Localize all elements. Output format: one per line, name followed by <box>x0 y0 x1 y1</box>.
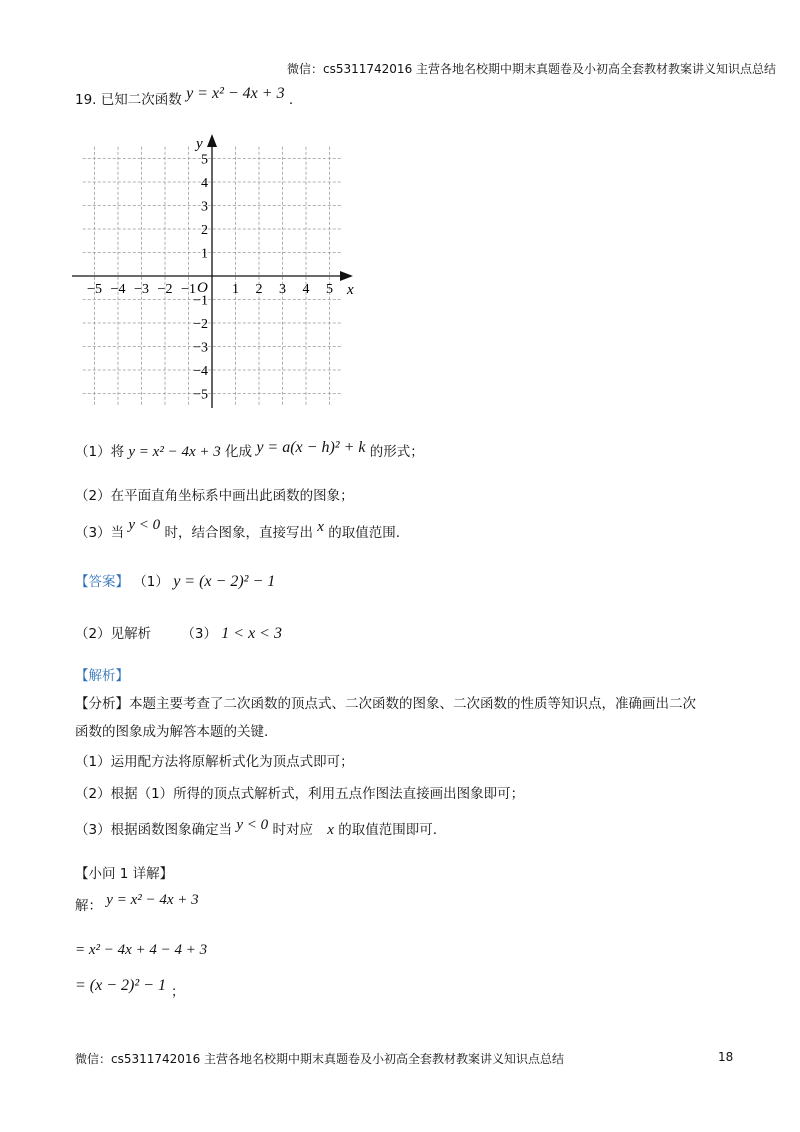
x-tick-label: 4 <box>302 282 310 297</box>
answer-1-number: （1） <box>133 574 169 590</box>
part-3 <box>75 517 401 542</box>
y-tick-label: −1 <box>193 293 208 309</box>
x-tick-label: −4 <box>110 282 126 297</box>
analysis-step-3-condition: y < 0 <box>236 817 269 833</box>
x-tick-label: 5 <box>326 282 333 297</box>
analysis-intro-1: 【分析】本题主要考查了二次函数的顶点式、二次函数的图象、二次函数的性质等知识点，准确画出二次 <box>75 696 696 712</box>
part-3-variable: x <box>317 519 324 535</box>
x-tick-label: 3 <box>279 282 286 297</box>
page-footer: 微信：cs5311742016 主营各地名校期中期末真题卷及小初高全套教材教案讲义知识点总结 <box>75 1052 565 1066</box>
y-tick-label: 5 <box>201 152 208 168</box>
part-1-prefix: （1）将 <box>75 444 125 460</box>
analysis-step-1: （1）运用配方法将原解析式化为顶点式即可； <box>75 754 354 770</box>
x-axis-label: x <box>347 282 354 298</box>
analysis-step-3-prefix: （3）根据函数图象确定当 <box>75 822 233 838</box>
y-tick-label: −3 <box>193 340 208 356</box>
analysis-step-3-suffix: 的取值范围即可. <box>338 822 438 838</box>
part-1-mid: 化成 <box>225 444 253 460</box>
analysis-step-3-variable: x <box>327 822 334 838</box>
part-3-prefix: （3）当 <box>75 525 125 541</box>
answer-line-2 <box>75 622 282 643</box>
answer-3-number: （3） <box>181 626 217 642</box>
detail-solve-line <box>75 894 199 915</box>
detail-solve-prefix: 解： <box>75 898 102 914</box>
analysis-step-3 <box>75 818 437 839</box>
answer-line-1 <box>75 570 275 591</box>
x-tick-label: −3 <box>134 282 149 297</box>
y-tick-label: −2 <box>193 317 208 332</box>
analysis-label: 【解析】 <box>75 668 129 684</box>
question-text: 已知二次函数 <box>100 92 182 108</box>
y-tick-label: −5 <box>193 387 208 403</box>
coordinate-grid <box>60 128 360 418</box>
y-tick-label: 2 <box>201 223 208 238</box>
analysis-intro-2: 函数的图象成为解答本题的关键. <box>75 724 269 740</box>
detail-line-3: = (x − 2)² − 1 <box>75 977 166 994</box>
part-3-condition: y < 0 <box>128 517 161 533</box>
x-tick-label: −5 <box>87 282 102 297</box>
x-tick-label: 2 <box>255 282 263 297</box>
y-tick-label: −4 <box>193 364 208 379</box>
detail-line-3-wrap <box>75 974 185 1000</box>
y-axis-arrow <box>207 134 217 147</box>
origin-label: O <box>197 280 208 296</box>
analysis-step-2: （2）根据（1）所得的顶点式解析式，利用五点作图法直接画出图象即可； <box>75 786 525 802</box>
answer-2: （2）见解析 <box>75 626 152 642</box>
answer-1: y = (x − 2)² − 1 <box>173 573 276 590</box>
y-tick-label: 4 <box>201 176 208 191</box>
part-3-mid: 时，结合图象，直接写出 <box>164 525 313 541</box>
detail-line-1: y = x² − 4x + 3 <box>106 892 199 908</box>
x-tick-label: −1 <box>181 282 196 297</box>
y-tick-label: 3 <box>201 199 208 215</box>
part-1 <box>75 440 424 461</box>
part-1-suffix: 的形式； <box>369 444 424 460</box>
question-number: 19. <box>75 92 97 108</box>
detail-line-3-suffix: ； <box>171 984 185 1000</box>
page-header: 微信：cs5311742016 主营各地名校期中期末真题卷及小初高全套教材教案讲义知识点总结 <box>287 62 777 76</box>
y-tick-label: 1 <box>201 246 208 262</box>
analysis-step-3-mid: 时对应 <box>272 822 313 838</box>
answer-3: 1 < x < 3 <box>221 625 282 642</box>
x-tick-label: −2 <box>157 282 173 297</box>
detail-label: 【小问 1 详解】 <box>75 866 174 882</box>
page-number: 18 <box>718 1050 734 1064</box>
detail-line-2: = x² − 4x + 4 − 4 + 3 <box>75 942 208 958</box>
question-period: . <box>288 92 294 108</box>
x-axis-arrow <box>340 271 353 281</box>
part-1-form: y = a(x − h)² + k <box>256 439 366 456</box>
question-stem <box>75 85 294 109</box>
part-2: （2）在平面直角坐标系中画出此函数的图象； <box>75 488 354 504</box>
y-axis-label: y <box>196 136 203 152</box>
part-1-function: y = x² − 4x + 3 <box>128 444 221 460</box>
answer-label: 【答案】 <box>75 574 129 590</box>
question-function: y = x² − 4x + 3 <box>186 85 285 102</box>
part-3-suffix: 的取值范围. <box>328 525 401 541</box>
x-tick-label: 1 <box>232 282 239 297</box>
